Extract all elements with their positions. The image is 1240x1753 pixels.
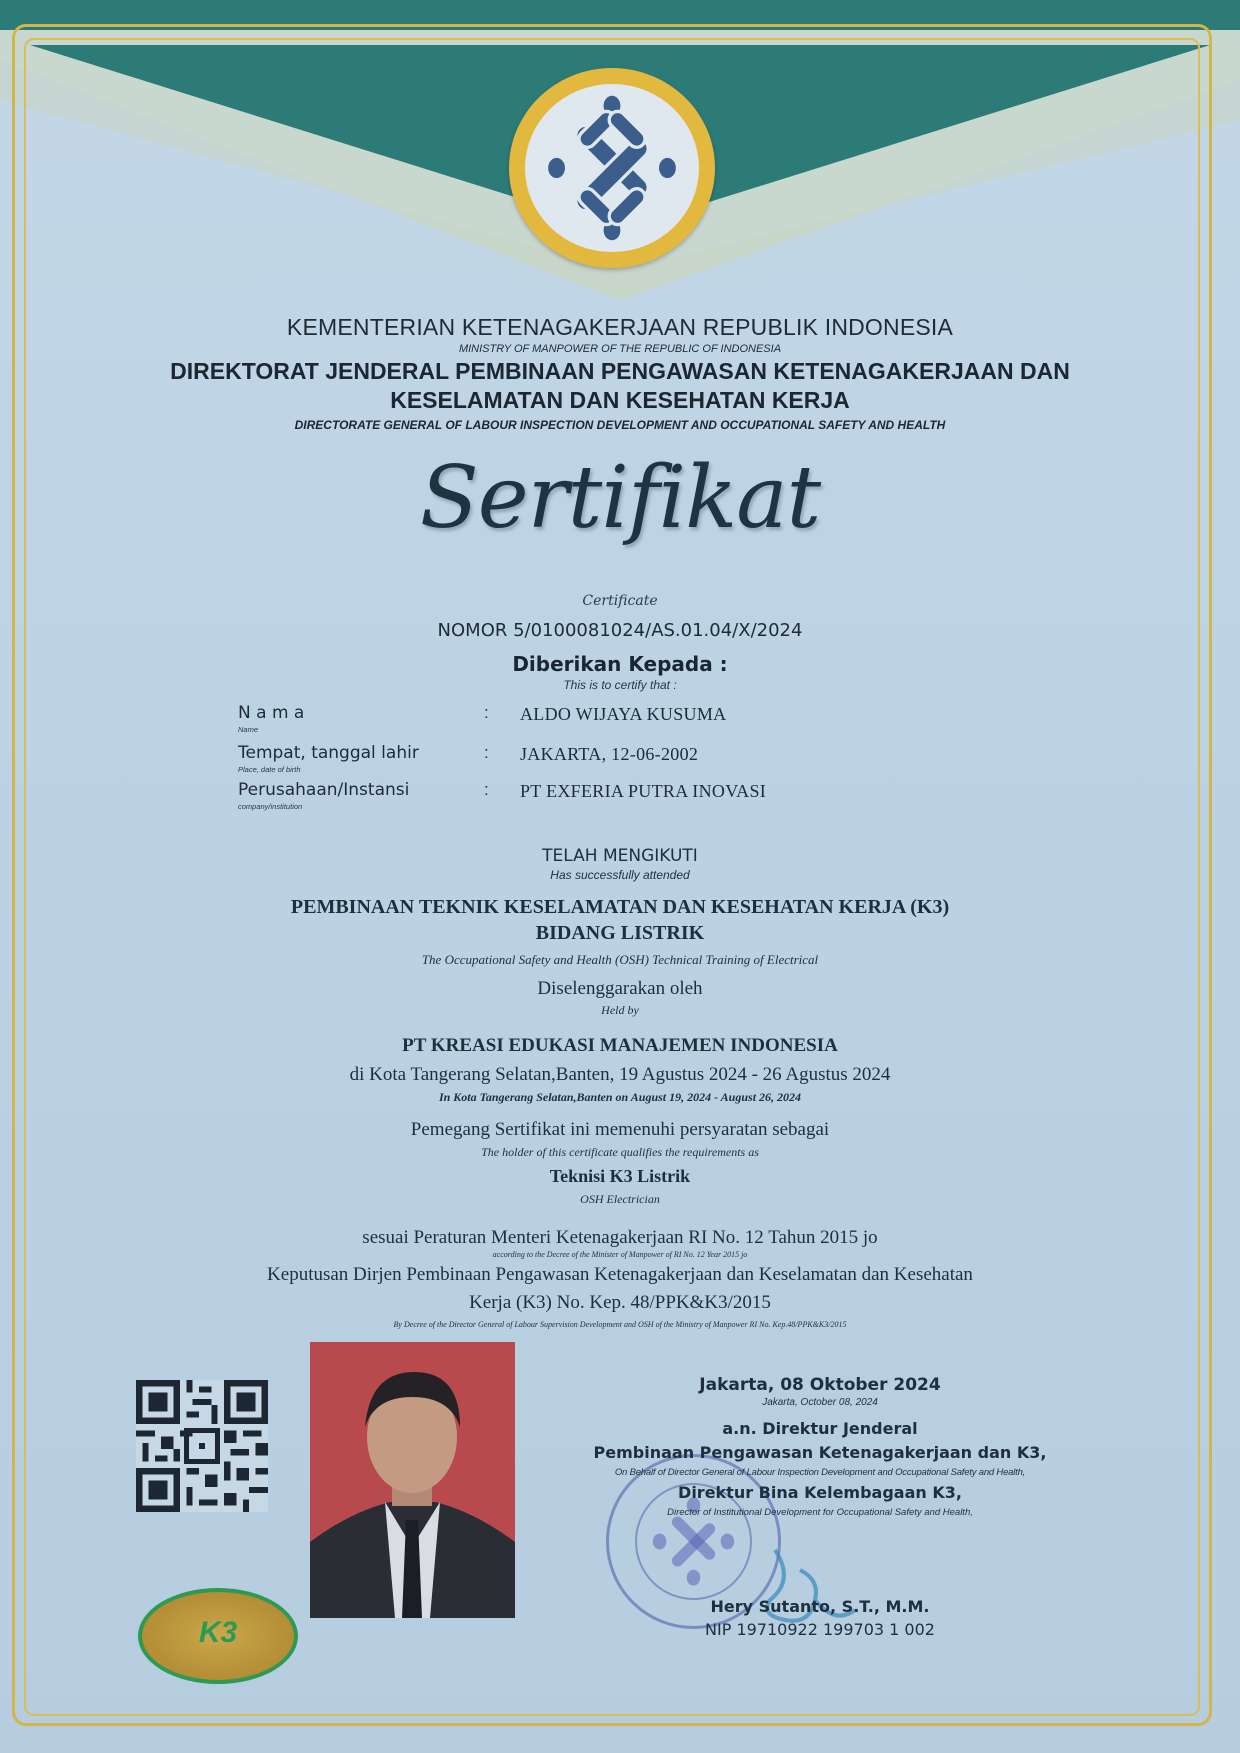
director-title-en: Director of Institutional Development for Occupational Safety and Health, xyxy=(667,1507,973,1518)
office-line: Pembinaan Pengawasan Ketenagakerjaan dan K3, xyxy=(593,1443,1047,1462)
ministry-logo-icon xyxy=(525,84,699,252)
field-colon: : xyxy=(484,780,489,799)
field-company xyxy=(238,780,998,814)
ministry-name: KEMENTERIAN KETENAGAKERJAAN REPUBLIK INDONESIA xyxy=(286,314,954,340)
recipient-photo xyxy=(310,1342,515,1618)
regulation-line2-en: By Decree of the Director General of Labour Supervision Development and OSH of the Ministry of Manpower RI No. Kep.48/PPK&K3/2015 xyxy=(393,1320,847,1329)
certificate-title: Sertifikat xyxy=(419,448,821,548)
qualified-role: Teknisi K3 Listrik xyxy=(549,1166,691,1186)
attended-heading-en: Has successfully attended xyxy=(550,868,690,882)
signatory-nip: NIP 19710922 199703 1 002 xyxy=(705,1620,935,1639)
regulation-line2: Keputusan Dirjen Pembinaan Pengawasan Ketenagakerjaan dan Keselamatan dan Kesehatan xyxy=(267,1264,973,1285)
qualifies-text: Pemegang Sertifikat ini memenuhi persyaratan sebagai xyxy=(410,1119,830,1140)
given-to-heading-en: This is to certify that : xyxy=(563,678,677,692)
k3-hologram-seal xyxy=(138,1588,298,1684)
training-location-date: di Kota Tangerang Selatan,Banten, 19 Agustus 2024 - 26 Agustus 2024 xyxy=(349,1064,891,1085)
recipient-name: ALDO WIJAYA KUSUMA xyxy=(520,704,727,724)
signing-place-date-en: Jakarta, October 08, 2024 xyxy=(762,1397,878,1408)
certificate-number: NOMOR 5/0100081024/AS.01.04/X/2024 xyxy=(437,620,803,641)
field-label: Tempat, tanggal lahir xyxy=(238,743,419,763)
field-label-en: company/institution xyxy=(238,802,303,811)
office-line-en: On Behalf of Director General of Labour Inspection Development and Occupational Safety and Health, xyxy=(614,1467,1026,1478)
director-title: Direktur Bina Kelembagaan K3, xyxy=(678,1483,962,1502)
field-name xyxy=(238,703,998,737)
held-by-label: Diselenggarakan oleh xyxy=(537,978,703,999)
program-line2: BIDANG LISTRIK xyxy=(535,922,705,944)
ministry-emblem xyxy=(509,68,715,268)
regulation-line1: sesuai Peraturan Menteri Ketenagakerjaan RI No. 12 Tahun 2015 jo xyxy=(362,1227,878,1248)
person-portrait-icon xyxy=(310,1342,515,1618)
field-label-en: Place, date of birth xyxy=(238,765,301,774)
k3-seal-label: K3 xyxy=(198,1616,238,1649)
regulation-line1-en: according to the Decree of the Minister of Manpower of RI No. 12 Year 2015 jo xyxy=(492,1250,748,1259)
regulation-line3: Kerja (K3) No. Kep. 48/PPK&K3/2015 xyxy=(469,1292,771,1313)
field-label-en: Name xyxy=(238,725,259,734)
field-label: N a m a xyxy=(238,703,305,723)
directorate-line2: KESELAMATAN DAN KESEHATAN KERJA xyxy=(390,387,850,413)
ministry-name-en: MINISTRY OF MANPOWER OF THE REPUBLIC OF INDONESIA xyxy=(458,343,782,355)
on-behalf-line: a.n. Direktur Jenderal xyxy=(722,1419,918,1438)
field-birth xyxy=(238,743,998,777)
program-line1: PEMBINAAN TEKNIK KESELAMATAN DAN KESEHATAN KERJA (K3) xyxy=(290,896,950,918)
directorate-line1: DIREKTORAT JENDERAL PEMBINAAN PENGAWASAN KETENAGAKERJAAN DAN xyxy=(170,358,1070,384)
directorate-en: DIRECTORATE GENERAL OF LABOUR INSPECTION DEVELOPMENT AND OCCUPATIONAL SAFETY AND HEALTH xyxy=(294,418,946,432)
qr-code[interactable] xyxy=(132,1380,272,1512)
organizer-name: PT KREASI EDUKASI MANAJEMEN INDONESIA xyxy=(402,1035,838,1056)
signature-scribble xyxy=(755,1540,865,1630)
training-location-date-en: In Kota Tangerang Selatan,Banten on August 19, 2024 - August 26, 2024 xyxy=(438,1090,802,1104)
program-en: The Occupational Safety and Health (OSH) Technical Training of Electrical xyxy=(421,952,819,967)
field-colon: : xyxy=(484,703,489,722)
held-by-label-en: Held by xyxy=(601,1003,639,1017)
qualifies-text-en: The holder of this certificate qualifies the requirements as xyxy=(481,1145,759,1159)
signatory-name: Hery Sutanto, S.T., M.M. xyxy=(710,1597,930,1616)
qualified-role-en: OSH Electrician xyxy=(580,1192,660,1206)
given-to-heading: Diberikan Kepada : xyxy=(512,652,728,676)
recipient-company: PT EXFERIA PUTRA INOVASI xyxy=(520,781,767,801)
signing-place-date: Jakarta, 08 Oktober 2024 xyxy=(699,1375,941,1395)
field-label: Perusahaan/Instansi xyxy=(238,780,410,800)
certificate-title-en: Certificate xyxy=(582,593,658,609)
attended-heading: TELAH MENGIKUTI xyxy=(542,846,698,866)
field-colon: : xyxy=(484,743,489,762)
recipient-birth: JAKARTA, 12-06-2002 xyxy=(520,744,699,764)
